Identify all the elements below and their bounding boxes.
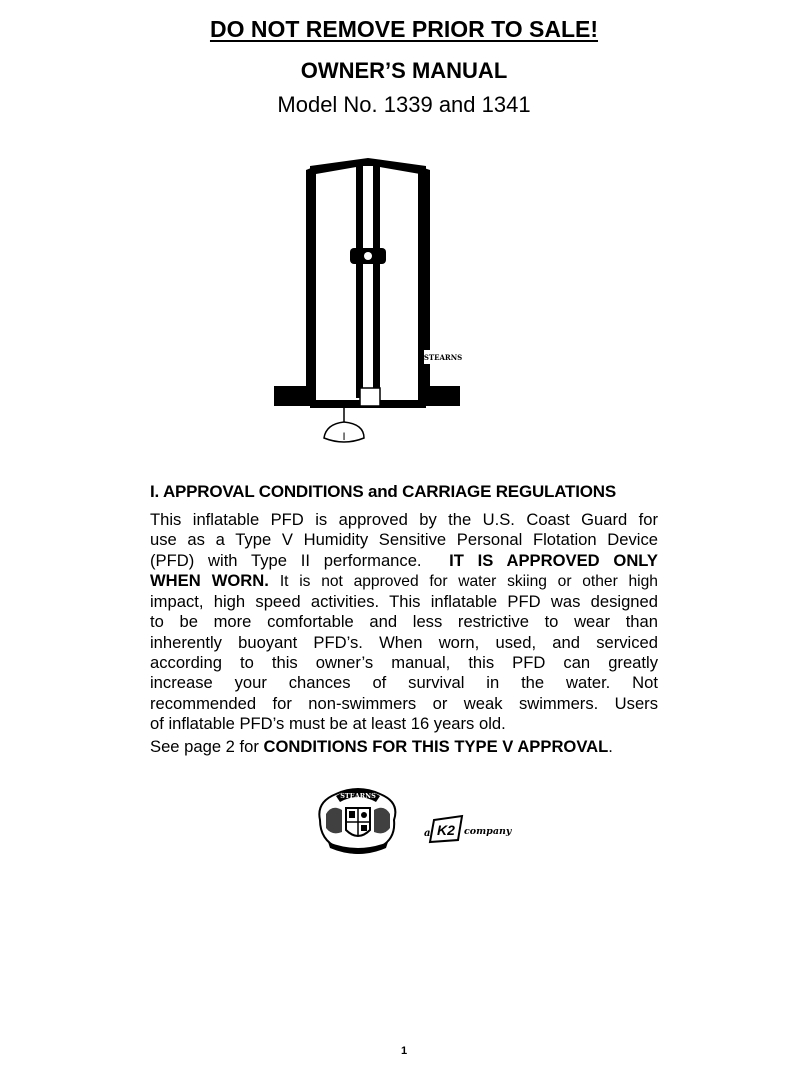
paragraph-line: This inflatable PFD is approved by the U.S. Coast Guard for: [150, 510, 658, 529]
paragraph-line: impact, high speed activities. This inflatable PFD was designed: [150, 592, 658, 612]
paragraph-line: to be more comfortable and less restrictive to wear than: [150, 612, 658, 632]
paragraph-line: WHEN WORN. It is not approved for water skiing or other high: [150, 570, 658, 590]
stearns-k2-logo: [312, 780, 512, 860]
model-number: Model No. 1339 and 1341: [277, 92, 531, 117]
pull-tab-label: I: [342, 431, 346, 443]
paragraph-line: inherently buoyant PFD’s. When worn, used, and serviced: [150, 632, 658, 652]
approved-only-emphasis: IT IS APPROVED ONLY: [449, 550, 658, 570]
crest-text: STEARNS: [340, 792, 376, 800]
sale-notice: DO NOT REMOVE PRIOR TO SALE!: [209, 16, 599, 42]
paragraph-line: (PFD) with Type II performance. IT IS APPROVED ONLY: [150, 550, 658, 570]
pfd-vest-illustration: [272, 152, 462, 460]
see-page-reference: See page 2 for CONDITIONS FOR THIS TYPE V APPROVAL.: [150, 737, 613, 756]
when-worn-emphasis: WHEN WORN.: [150, 570, 269, 590]
tagline-a: a: [424, 828, 431, 839]
paragraph-line: increase your chances of survival in the water. Not: [150, 673, 658, 693]
paragraph-line: according to this owner’s manual, this PFD can greatly: [150, 653, 658, 673]
k2-mark: K2: [437, 822, 455, 838]
paragraph-line: use as a Type V Humidity Sensitive Personal Flotation Device: [150, 530, 658, 550]
tagline-company: company: [464, 826, 512, 837]
paragraph-line: of inflatable PFD’s must be at least 16 years old.: [150, 713, 506, 733]
approval-paragraph: [150, 510, 658, 734]
page-number: 1: [400, 1045, 408, 1057]
section-heading: I. APPROVAL CONDITIONS and CARRIAGE REGULATIONS: [150, 482, 616, 501]
brand-label: STEARNS: [423, 353, 462, 362]
paragraph-line: recommended for non-swimmers or weak swimmers. Users: [150, 693, 658, 713]
manual-title: OWNER’S MANUAL: [300, 58, 508, 83]
